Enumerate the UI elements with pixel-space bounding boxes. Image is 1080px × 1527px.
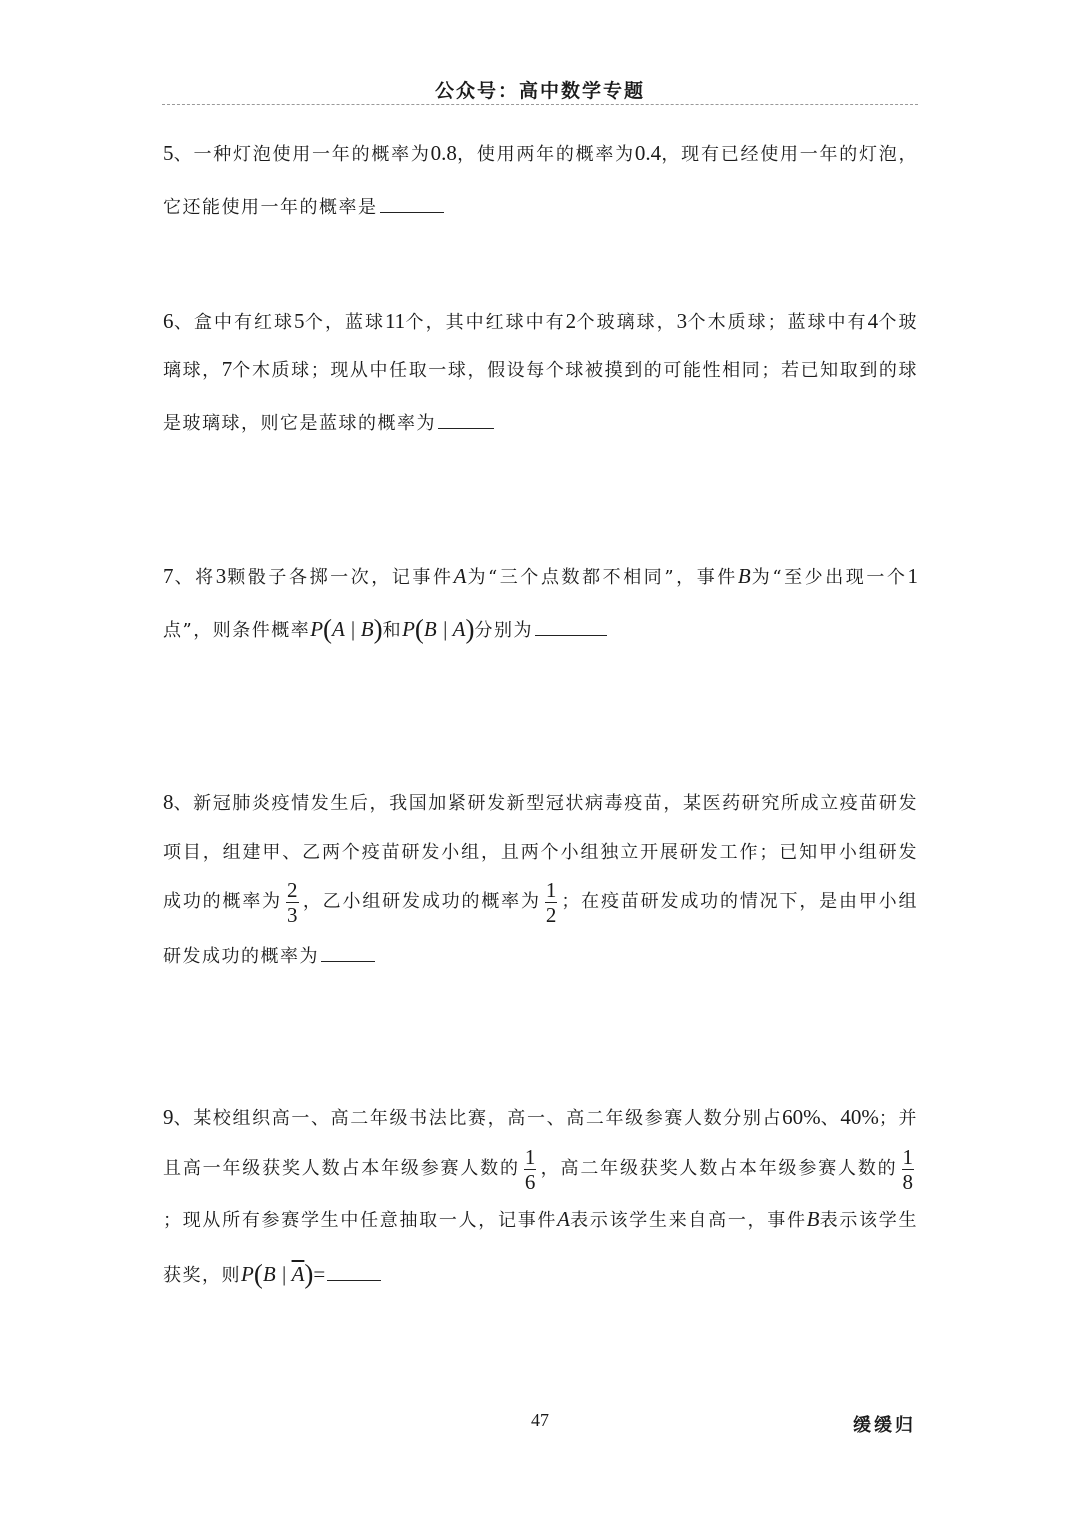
- question-text: ，现有已经使用一年的灯泡，它还能使用一年的概率是: [163, 144, 919, 218]
- question-8: [163, 778, 918, 981]
- question-text: 、将: [173, 567, 216, 588]
- question-6: [163, 298, 918, 447]
- question-text: 点”，则条件概率: [163, 620, 311, 641]
- author-signature: 缓缓归: [853, 1415, 916, 1436]
- number: 1: [907, 564, 919, 588]
- complement-event: $\overline{A}$: [291, 1262, 305, 1286]
- page-header: 公众号：高中数学专题: [434, 80, 645, 102]
- question-7: 7、将3颗骰子各掷一次，记事件A为“三个点数都不相同”，事件B为“至少出现一个1点”，则条件概率P(A | B)和P(B | A)分别为: [163, 564, 919, 644]
- question-text: 个木质球；蓝球中有: [687, 312, 868, 333]
- event-variable: B: [806, 1207, 820, 1231]
- question-text: 个，其中红球中有: [405, 312, 566, 333]
- fraction-denominator: 6: [524, 1169, 536, 1194]
- question-text: ；并且高一年级获奖人数占本年级参赛人数的: [163, 1108, 919, 1179]
- conditional-expression: B |: [262, 1262, 292, 1286]
- event-variable: A: [453, 564, 467, 588]
- fraction-denominator: 8: [902, 1169, 914, 1194]
- question-text: 个玻璃球，: [576, 312, 677, 333]
- question-text: 颗骰子各掷一次，记事件: [226, 567, 454, 588]
- fraction: [545, 878, 558, 927]
- question-number: 6: [163, 309, 174, 333]
- number: 11: [384, 309, 406, 333]
- fraction-numerator: 1: [902, 1144, 914, 1169]
- event-variable: B: [737, 564, 751, 588]
- question-9: 9、某校组织高一、高二年级书法比赛，高一、高二年级参赛人数分别占60%、40%；并且高一年级获奖人数占本年级参赛人数的 $\frac{1}{6}$ ，高二年级获奖人数占本年级参赛人数的 $\frac{1}{8}$ ；现从所有参赛学生中任意抽取一人，记事件A表示该学生来自高一，事件B表示该学生获奖，则P(B | $\overline{A})=$: [163, 1105, 919, 1289]
- header-divider: [162, 104, 918, 105]
- number: 5: [293, 309, 305, 333]
- answer-blank[interactable]: [438, 394, 494, 429]
- number: 7: [221, 357, 233, 381]
- probability-value: 0.4: [634, 141, 662, 165]
- answer-blank[interactable]: [321, 927, 375, 962]
- probability-symbol: P: [241, 1262, 254, 1286]
- question-text: ；在疫苗研发成功的情况下，是由甲小组研发成功的概率为: [163, 891, 919, 967]
- fraction-numerator: 1: [524, 1144, 536, 1169]
- question-text: 表示该学生获奖，则: [163, 1210, 919, 1286]
- number: 3: [676, 309, 688, 333]
- question-text: ，使用两年的概率为: [456, 144, 635, 165]
- question-number: 8: [163, 790, 174, 814]
- number: 4: [867, 309, 879, 333]
- question-text: ；现从所有参赛学生中任意抽取一人，记事件: [163, 1210, 558, 1231]
- question-number: 5: [163, 141, 174, 165]
- question-text: 、一种灯泡使用一年的概率为: [173, 144, 431, 165]
- question-text: 为“三个点数都不相同”，事件: [466, 567, 738, 588]
- fraction-denominator: 2: [545, 902, 557, 927]
- answer-blank[interactable]: [327, 1246, 381, 1281]
- question-text: 、: [820, 1108, 841, 1129]
- page-number: 47: [531, 1410, 549, 1430]
- fraction-numerator: 1: [545, 877, 557, 902]
- answer-blank[interactable]: [535, 601, 607, 636]
- question-number: 7: [163, 564, 174, 588]
- question-text: 、某校组织高一、高二年级书法比赛，高一、高二年级参赛人数分别占: [173, 1108, 783, 1129]
- question-number: 9: [163, 1105, 174, 1129]
- question-text: 分别为: [474, 620, 533, 641]
- question-text: 、新冠肺炎疫情发生后，我国加紧研发新型冠状病毒疫苗，某医药研究所成立疫苗研发项目，组建甲、乙两个疫苗研发小组，且两个小组独立开展研发工作；已知甲小组研发成功的概率为: [163, 793, 918, 912]
- fraction-denominator: 3: [287, 902, 298, 927]
- percentage: 60%: [782, 1105, 821, 1129]
- question-text: 为“至少出现一个: [750, 567, 908, 588]
- fraction: [286, 878, 299, 927]
- fraction: [524, 1145, 537, 1194]
- question-text: 表示该学生来自高一，事件: [569, 1210, 807, 1231]
- question-text: 个木质球；现从中任取一球，假设每个球被摸到的可能性相同；若已知取到的球是玻璃球，则它是蓝球的概率为: [163, 360, 919, 434]
- question-text: 、盒中有红球: [173, 312, 294, 333]
- probability-value: 0.8: [430, 141, 457, 165]
- question-text: 和: [382, 620, 403, 641]
- question-text: ，高二年级获奖人数占本年级参赛人数的: [540, 1158, 898, 1179]
- question-text: 个玻璃球，: [163, 312, 919, 381]
- number: 2: [565, 309, 577, 333]
- equals-sign: =: [313, 1262, 326, 1286]
- question-text: 个，蓝球: [304, 312, 385, 333]
- fraction: [902, 1145, 915, 1194]
- conditional-expression: B | A: [423, 617, 466, 641]
- question-5: [163, 130, 918, 231]
- probability-symbol: P: [310, 617, 324, 641]
- fraction-numerator: 2: [287, 877, 298, 902]
- conditional-expression: A | B: [332, 617, 374, 641]
- probability-symbol: P: [402, 617, 415, 641]
- percentage: 40%: [840, 1105, 879, 1129]
- number: 3: [215, 564, 227, 588]
- event-variable: A: [557, 1207, 570, 1231]
- question-text: ，乙小组研发成功的概率为: [302, 891, 541, 912]
- answer-blank[interactable]: [380, 178, 444, 213]
